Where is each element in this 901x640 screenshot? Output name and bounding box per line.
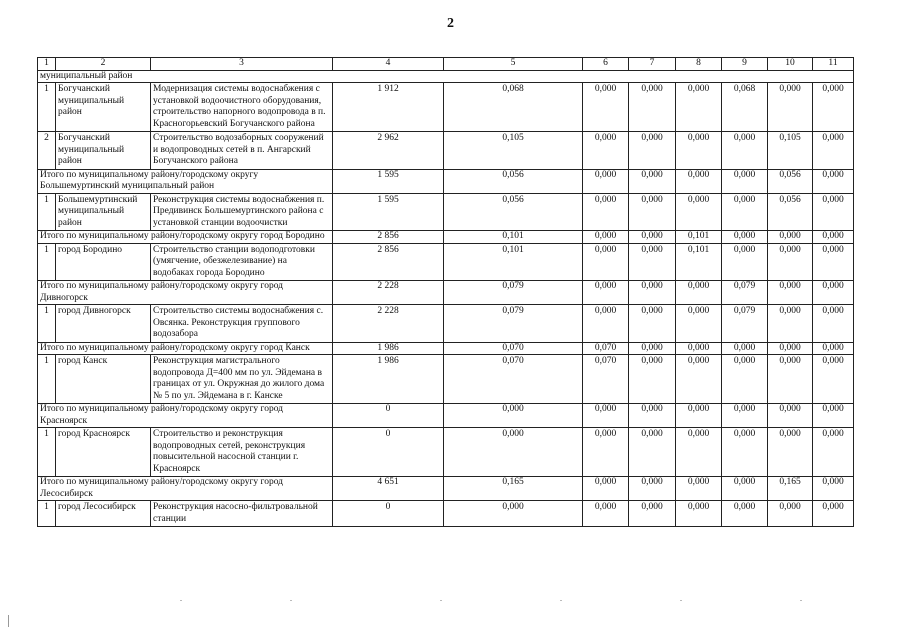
- column-header: 10: [768, 58, 813, 71]
- value-cell: 1 595: [333, 169, 444, 193]
- value-cell: 0,000: [813, 169, 854, 193]
- subtotal-row: [38, 231, 854, 244]
- table-row: [38, 193, 854, 231]
- project-description: Реконструкция системы водоснабжения п. Предивинск Большемуртинского района с установкой станции водоочистки: [151, 193, 333, 231]
- subtotal-label: Итого по муниципальному району/городскому округу Большемуртинский муниципальный район: [38, 169, 333, 193]
- value-cell: 0,000: [722, 169, 768, 193]
- row-number: 2: [38, 132, 56, 170]
- value-cell: 0,000: [813, 132, 854, 170]
- value-cell: 0,000: [813, 281, 854, 305]
- value-cell: 0,079: [722, 281, 768, 305]
- column-header: 5: [444, 58, 583, 71]
- value-cell: 0,000: [768, 404, 813, 428]
- value-cell: 0,056: [444, 193, 583, 231]
- column-header: 8: [676, 58, 722, 71]
- subtotal-label: Итого по муниципальному району/городскому округу город Дивногорск: [38, 281, 333, 305]
- municipality-name: город Дивногорск: [56, 305, 151, 343]
- value-cell: 0,000: [722, 342, 768, 355]
- value-cell: 0,079: [722, 305, 768, 343]
- value-cell: 0,165: [768, 477, 813, 501]
- value-cell: 0,000: [629, 342, 676, 355]
- value-cell: 0,000: [629, 404, 676, 428]
- subtotal-row: [38, 281, 854, 305]
- scan-margin-mark: [8, 615, 9, 627]
- value-cell: 0,000: [676, 83, 722, 132]
- subtotal-label: Итого по муниципальному району/городскому округу город Бородино: [38, 231, 333, 244]
- value-cell: 0,000: [629, 83, 676, 132]
- column-header: 7: [629, 58, 676, 71]
- value-cell: 0,000: [768, 231, 813, 244]
- value-cell: 0,000: [629, 169, 676, 193]
- row-number: 1: [38, 305, 56, 343]
- value-cell: 2 228: [333, 305, 444, 343]
- value-cell: 2 228: [333, 281, 444, 305]
- value-cell: 0,101: [676, 243, 722, 281]
- value-cell: 0,000: [583, 193, 629, 231]
- subtotal-row: [38, 169, 854, 193]
- project-description: Реконструкция насосно-фильтровальной станции: [151, 501, 333, 527]
- value-cell: 0,000: [768, 83, 813, 132]
- value-cell: 0,000: [629, 231, 676, 244]
- value-cell: 0: [333, 428, 444, 477]
- value-cell: 0,000: [583, 281, 629, 305]
- row-number: 1: [38, 355, 56, 404]
- section-label: муниципальный район: [38, 70, 854, 83]
- value-cell: 0,000: [813, 477, 854, 501]
- row-number: 1: [38, 193, 56, 231]
- column-header: 4: [333, 58, 444, 71]
- project-description: Строительство водозаборных сооружений и водопроводных сетей в п. Ангарский Богучанского района: [151, 132, 333, 170]
- table-body: [38, 58, 854, 527]
- value-cell: 0,079: [444, 305, 583, 343]
- scan-noise: [0, 600, 901, 610]
- row-number: 1: [38, 428, 56, 477]
- table-row: [38, 428, 854, 477]
- value-cell: 0,056: [768, 193, 813, 231]
- value-cell: 0,000: [676, 477, 722, 501]
- value-cell: 0,000: [583, 83, 629, 132]
- value-cell: 0,056: [444, 169, 583, 193]
- value-cell: 2 856: [333, 231, 444, 244]
- column-header: 6: [583, 58, 629, 71]
- subtotal-label: Итого по муниципальному району/городскому округу город Лесосибирск: [38, 477, 333, 501]
- header-row: [38, 58, 854, 71]
- value-cell: 0,000: [813, 243, 854, 281]
- value-cell: 0,000: [813, 355, 854, 404]
- value-cell: 0,000: [629, 477, 676, 501]
- row-number: 1: [38, 83, 56, 132]
- value-cell: 0,068: [722, 83, 768, 132]
- value-cell: 0,000: [444, 428, 583, 477]
- value-cell: 1 986: [333, 355, 444, 404]
- table-row: [38, 355, 854, 404]
- value-cell: 0,079: [444, 281, 583, 305]
- value-cell: 0,000: [813, 404, 854, 428]
- municipality-name: Богучанский муниципальный район: [56, 132, 151, 170]
- value-cell: 0,000: [768, 281, 813, 305]
- value-cell: 1 912: [333, 83, 444, 132]
- value-cell: 0,000: [813, 193, 854, 231]
- value-cell: 0,101: [444, 243, 583, 281]
- column-header: 3: [151, 58, 333, 71]
- value-cell: 0,000: [676, 404, 722, 428]
- value-cell: 0,000: [676, 169, 722, 193]
- municipality-name: город Лесосибирск: [56, 501, 151, 527]
- project-description: Строительство системы водоснабжения с. Овсянка. Реконструкция группового водозабора: [151, 305, 333, 343]
- value-cell: 0,068: [444, 83, 583, 132]
- value-cell: 0,000: [583, 501, 629, 527]
- value-cell: 0,070: [583, 355, 629, 404]
- subtotal-row: [38, 404, 854, 428]
- value-cell: 0,000: [583, 428, 629, 477]
- value-cell: 0,000: [583, 404, 629, 428]
- municipality-name: город Красноярск: [56, 428, 151, 477]
- value-cell: 0,070: [583, 342, 629, 355]
- value-cell: 0,000: [722, 477, 768, 501]
- value-cell: 2 962: [333, 132, 444, 170]
- value-cell: 0,000: [722, 193, 768, 231]
- value-cell: 0,000: [768, 501, 813, 527]
- value-cell: 0,000: [629, 281, 676, 305]
- value-cell: 0,000: [583, 132, 629, 170]
- value-cell: 0,000: [676, 501, 722, 527]
- value-cell: 0,000: [583, 169, 629, 193]
- row-number: 1: [38, 243, 56, 281]
- value-cell: 0,056: [768, 169, 813, 193]
- value-cell: 0,101: [444, 231, 583, 244]
- table-row: [38, 305, 854, 343]
- column-header: 11: [813, 58, 854, 71]
- value-cell: 0,000: [722, 132, 768, 170]
- value-cell: 0,000: [583, 243, 629, 281]
- value-cell: 0,000: [813, 342, 854, 355]
- row-number: 1: [38, 501, 56, 527]
- value-cell: 0,000: [813, 231, 854, 244]
- value-cell: 0,000: [768, 243, 813, 281]
- value-cell: 0,105: [444, 132, 583, 170]
- value-cell: 0,000: [813, 428, 854, 477]
- project-description: Реконструкция магистрального водопровода Д=400 мм по ул. Эйдемана в границах от ул. Окружная до жилого дома № 5 по ул. Эйдемана в г. Канске: [151, 355, 333, 404]
- value-cell: 0,000: [722, 404, 768, 428]
- municipality-name: Большемуртинский муниципальный район: [56, 193, 151, 231]
- value-cell: 0,000: [722, 428, 768, 477]
- value-cell: 0,070: [444, 355, 583, 404]
- value-cell: 0,000: [722, 231, 768, 244]
- value-cell: 0,000: [676, 428, 722, 477]
- value-cell: 0,000: [444, 404, 583, 428]
- value-cell: 0,000: [813, 305, 854, 343]
- municipality-name: Богучанский муниципальный район: [56, 83, 151, 132]
- value-cell: 0,000: [813, 83, 854, 132]
- value-cell: 0,000: [583, 477, 629, 501]
- subtotal-label: Итого по муниципальному району/городскому округу город Канск: [38, 342, 333, 355]
- municipality-name: город Бородино: [56, 243, 151, 281]
- column-header: 1: [38, 58, 56, 71]
- municipality-name: город Канск: [56, 355, 151, 404]
- value-cell: 1 986: [333, 342, 444, 355]
- value-cell: 0,000: [722, 501, 768, 527]
- value-cell: 0,000: [629, 305, 676, 343]
- table-row: [38, 243, 854, 281]
- column-header: 2: [56, 58, 151, 71]
- value-cell: 0,000: [676, 305, 722, 343]
- value-cell: 0,000: [629, 243, 676, 281]
- value-cell: 0,000: [583, 305, 629, 343]
- data-table: [37, 57, 854, 527]
- value-cell: 0,000: [629, 193, 676, 231]
- value-cell: 0,000: [722, 243, 768, 281]
- value-cell: 0,105: [768, 132, 813, 170]
- value-cell: 0,000: [768, 428, 813, 477]
- value-cell: 0,000: [676, 132, 722, 170]
- value-cell: 0,000: [813, 501, 854, 527]
- value-cell: 0,000: [629, 428, 676, 477]
- value-cell: 0: [333, 501, 444, 527]
- value-cell: 0: [333, 404, 444, 428]
- value-cell: 0,000: [768, 355, 813, 404]
- table-row: [38, 83, 854, 132]
- value-cell: 0,000: [583, 231, 629, 244]
- value-cell: 0,070: [444, 342, 583, 355]
- table-row: [38, 132, 854, 170]
- subtotal-row: [38, 477, 854, 501]
- subtotal-label: Итого по муниципальному району/городскому округу город Красноярск: [38, 404, 333, 428]
- value-cell: 0,000: [629, 501, 676, 527]
- value-cell: 0,165: [444, 477, 583, 501]
- value-cell: 0,000: [676, 281, 722, 305]
- project-description: Строительство и реконструкция водопроводных сетей, реконструкция повысительной насосной станции г. Красноярск: [151, 428, 333, 477]
- value-cell: 1 595: [333, 193, 444, 231]
- value-cell: 0,000: [444, 501, 583, 527]
- value-cell: 0,000: [676, 342, 722, 355]
- column-header: 9: [722, 58, 768, 71]
- project-description: Модернизация системы водоснабжения с установкой водоочистного оборудования, строительство напорного водопровода в п. Красногорьевский Богучанского района: [151, 83, 333, 132]
- value-cell: 0,000: [768, 342, 813, 355]
- subtotal-row: [38, 342, 854, 355]
- value-cell: 0,000: [629, 132, 676, 170]
- section-row: [38, 70, 854, 83]
- value-cell: 0,000: [768, 305, 813, 343]
- table-row: [38, 501, 854, 527]
- page-number: 2: [447, 16, 454, 31]
- value-cell: 0,000: [676, 193, 722, 231]
- value-cell: 0,101: [676, 231, 722, 244]
- project-description: Строительство станции водоподготовки (умягчение, обезжелезивание) на водобаках города Бородино: [151, 243, 333, 281]
- value-cell: 0,000: [722, 355, 768, 404]
- value-cell: 4 651: [333, 477, 444, 501]
- value-cell: 0,000: [676, 355, 722, 404]
- value-cell: 0,000: [629, 355, 676, 404]
- value-cell: 2 856: [333, 243, 444, 281]
